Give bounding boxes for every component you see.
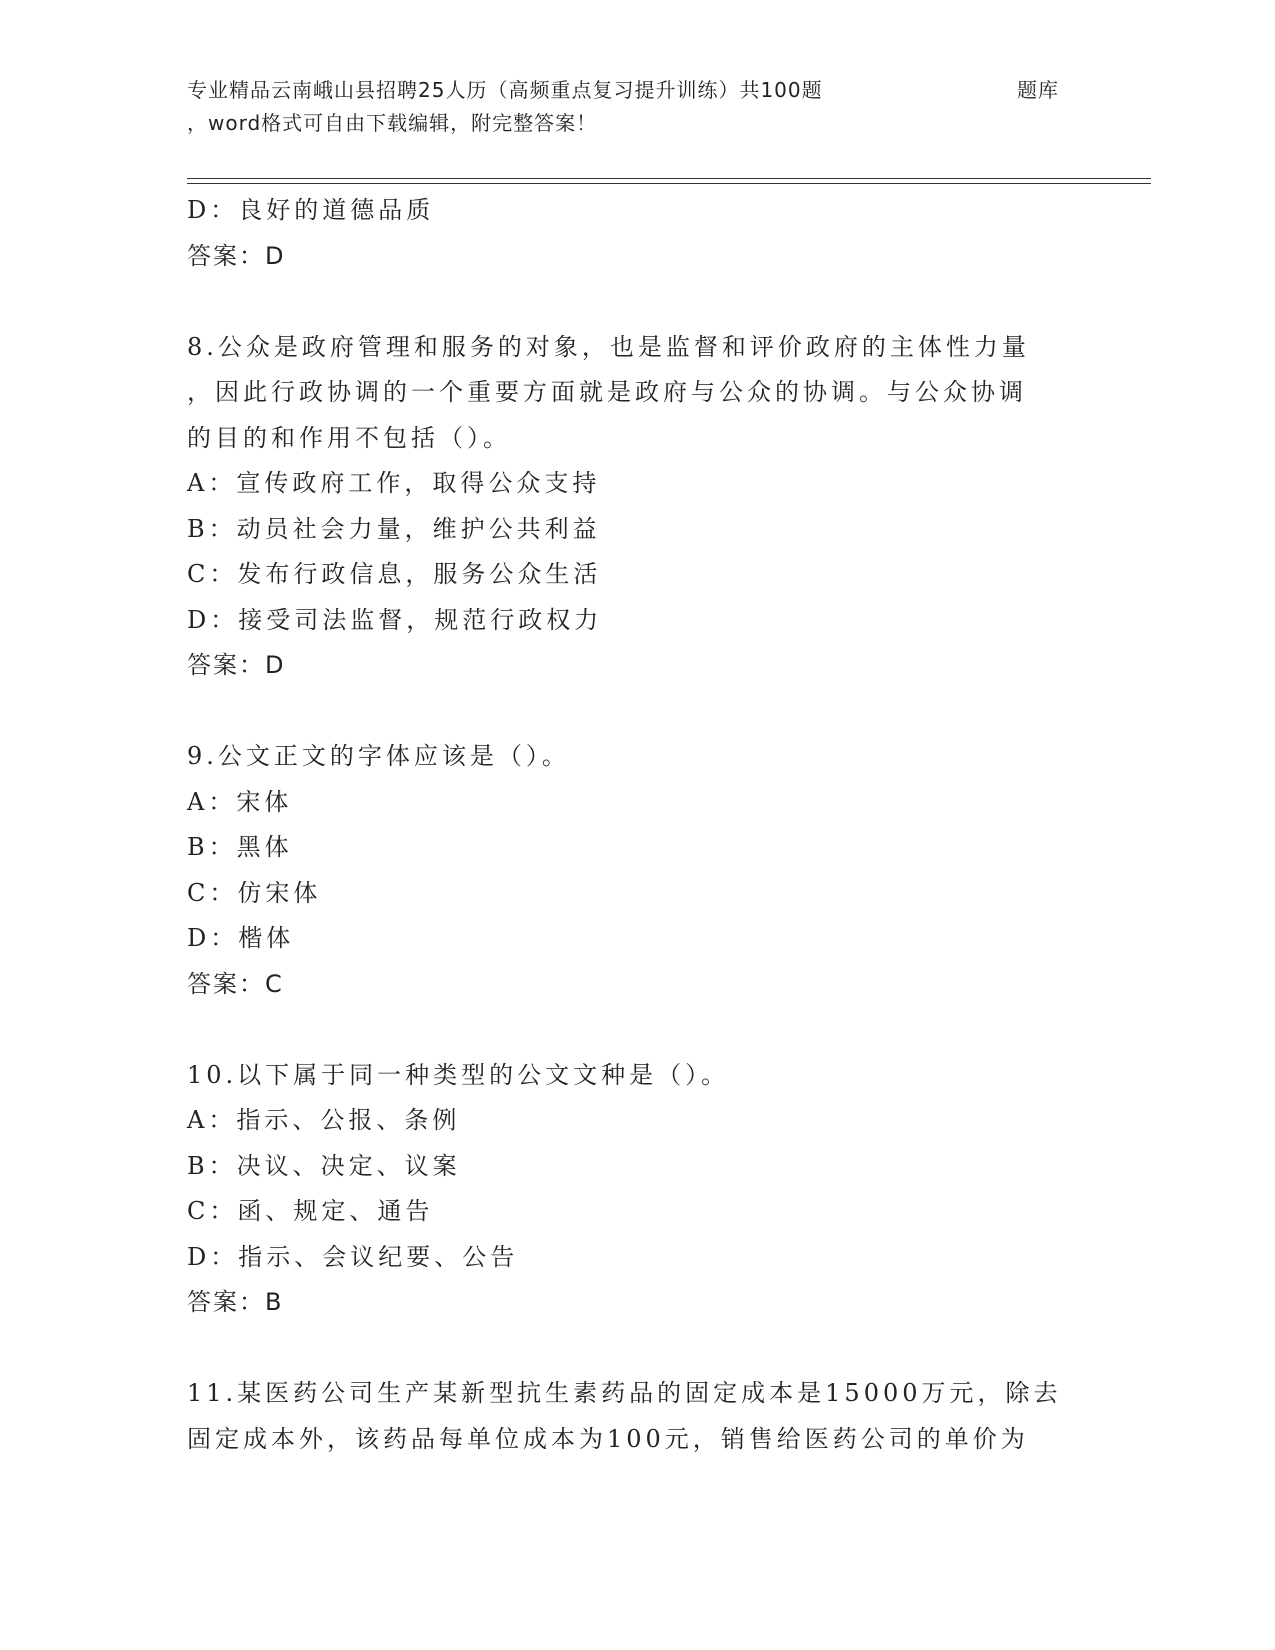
question-block-9 [187,734,1087,1007]
answer-line: 答案：D [187,241,286,270]
option-a: A：宣传政府工作，取得公众支持 [187,469,601,497]
header-subtitle: ，word格式可自由下载编辑，附完整答案！ [187,111,598,135]
question-stem: 固定成本外，该药品每单位成本为100元，销售给医药公司的单价为 [187,1424,1029,1453]
option-b: B：动员社会力量，维护公共利益 [187,514,601,543]
option-c: C：仿宋体 [187,878,322,907]
option-d: D：接受司法监督，规范行政权力 [187,605,603,634]
question-block-8 [187,325,1087,689]
question-block-prev [187,188,1087,279]
question-stem: 8.公众是政府管理和服务的对象，也是监督和评价政府的主体性力量 [187,332,1030,361]
question-stem: 10.以下属于同一种类型的公文文种是（）。 [187,1060,730,1089]
answer-line: 答案：B [187,1288,284,1316]
option-b: B：决议、决定、议案 [187,1151,461,1180]
header-title: 专业精品云南峨山县招聘25人历（高频重点复习提升训练）共100题 [187,78,823,102]
option-b: B：黑体 [187,833,293,861]
question-block-11 [187,1371,1087,1462]
option-a: A：宋体 [187,787,293,816]
option-d: D：良好的道德品质 [187,196,435,224]
header-title-line [187,74,1087,107]
answer-line: 答案：C [187,969,284,998]
question-stem: 9.公文正文的字体应该是（）。 [187,742,570,770]
option-c: C：发布行政信息，服务公众生活 [187,560,602,588]
document-body [187,188,1087,1462]
option-d: D：楷体 [187,924,295,952]
option-c: C：函、规定、通告 [187,1197,434,1225]
question-stem: 11.某医药公司生产某新型抗生素药品的固定成本是15000万元，除去 [187,1379,1062,1407]
question-stem: ，因此行政协调的一个重要方面就是政府与公众的协调。与公众协调 [187,378,1027,406]
page-header [187,74,1087,140]
option-d: D：指示、会议纪要、公告 [187,1242,519,1271]
option-a: A：指示、公报、条例 [187,1106,461,1134]
question-stem: 的目的和作用不包括（）。 [187,423,511,452]
header-divider-bottom [187,183,1151,184]
question-block-10 [187,1053,1087,1326]
answer-line: 答案：D [187,651,286,679]
header-divider-top [187,178,1151,179]
header-tag: 题库 [1017,78,1059,102]
